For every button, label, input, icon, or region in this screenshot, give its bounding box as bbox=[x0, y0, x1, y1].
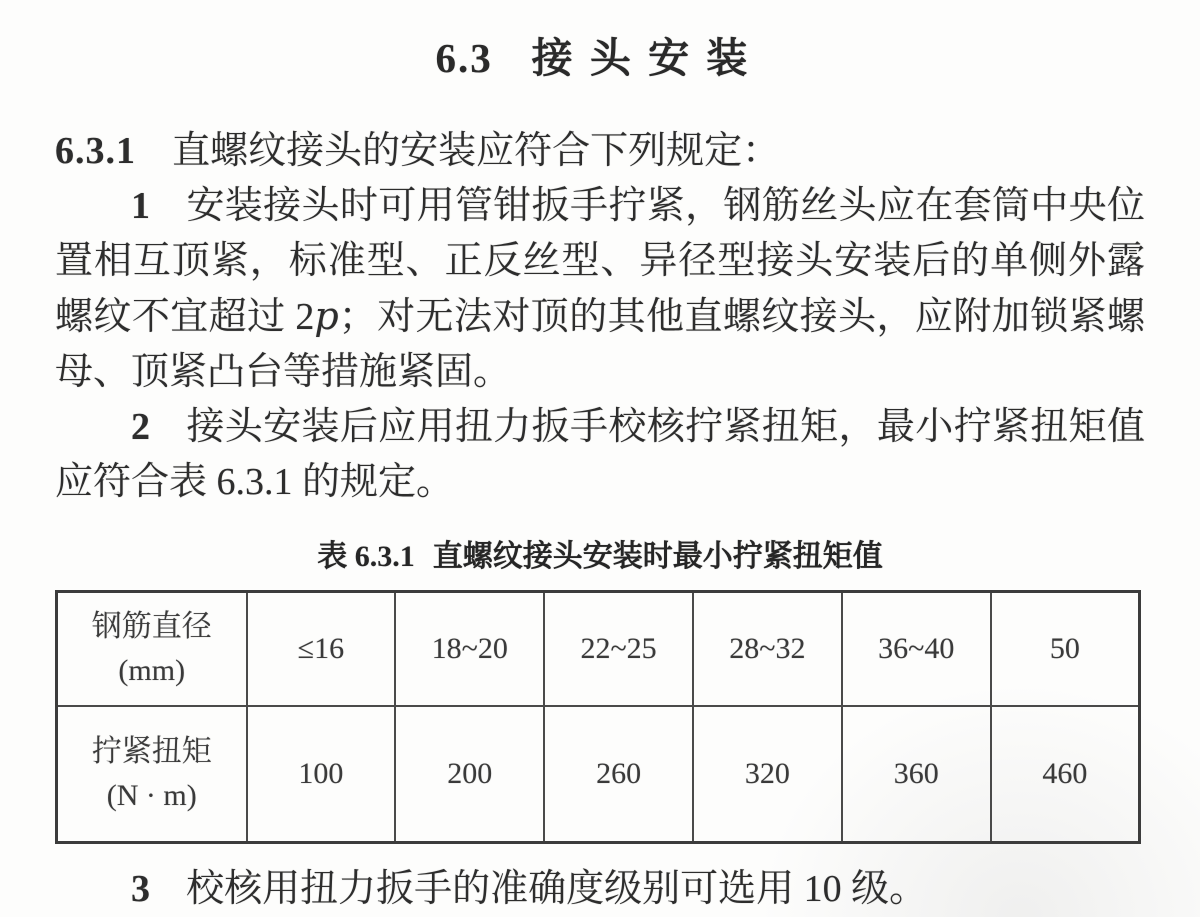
table-cell: 100 bbox=[247, 706, 396, 843]
clause-text: 直螺纹接头的安装应符合下列规定： bbox=[172, 130, 781, 172]
row-label-line1: 拧紧扭矩 bbox=[91, 735, 212, 768]
table-caption-label: 表 6.3.1 bbox=[317, 540, 415, 573]
paragraph-item-2 bbox=[55, 400, 1145, 510]
table-caption-text: 直螺纹接头安装时最小拧紧扭矩值 bbox=[432, 540, 883, 573]
item-number: 2 bbox=[131, 406, 150, 448]
row-label-line2: (N · m) bbox=[106, 779, 197, 812]
pitch-variable: p bbox=[314, 294, 339, 338]
torque-table bbox=[55, 590, 1141, 844]
item-text: 接头安装后应用扭力扳手校核拧紧扭矩，最小拧紧扭矩值应符合表 6.3.1 的规定。 bbox=[55, 406, 1145, 503]
paragraph-item-3 bbox=[55, 862, 1145, 917]
item-number: 1 bbox=[131, 185, 150, 227]
row-label-diameter bbox=[57, 592, 247, 707]
item-text: ；对无法对顶的其他直螺纹接头，应附加锁紧螺母、顶紧凸台等措施紧固。 bbox=[55, 296, 1145, 393]
table-cell: 50 bbox=[991, 592, 1140, 707]
table-cell: 360 bbox=[842, 706, 991, 843]
item-text: 安装接头时可用管钳扳手拧紧，钢筋丝头应在套筒中央位置相互顶紧，标准型、正反丝型、异径型接头安装后的单侧外露螺纹不宜超过 2 bbox=[55, 185, 1145, 338]
clause-6-3-1 bbox=[55, 124, 1145, 179]
section-heading bbox=[55, 32, 1145, 84]
paragraph-item-1 bbox=[55, 179, 1145, 400]
table-cell: 260 bbox=[544, 706, 693, 843]
table-cell: 28~32 bbox=[693, 592, 842, 707]
row-label-torque bbox=[57, 706, 247, 843]
row-label-line1: 钢筋直径 bbox=[91, 610, 212, 643]
item-text: 校核用扭力扳手的准确度级别可选用 10 级。 bbox=[186, 868, 928, 910]
table-cell: ≤16 bbox=[247, 592, 396, 707]
table-row-torque bbox=[57, 706, 1140, 843]
table-cell: 460 bbox=[991, 706, 1140, 843]
table-cell: 36~40 bbox=[842, 592, 991, 707]
row-label-line2: (mm) bbox=[118, 654, 186, 687]
table-cell: 200 bbox=[395, 706, 544, 843]
table-cell: 320 bbox=[693, 706, 842, 843]
table-cell: 22~25 bbox=[544, 592, 693, 707]
section-number: 6.3 bbox=[435, 35, 493, 81]
section-title-text: 接头安装 bbox=[531, 35, 765, 81]
table-caption bbox=[55, 536, 1145, 578]
clause-number: 6.3.1 bbox=[55, 130, 136, 172]
table-cell: 18~20 bbox=[395, 592, 544, 707]
item-number: 3 bbox=[131, 868, 150, 910]
table-row-diameter bbox=[57, 592, 1140, 707]
